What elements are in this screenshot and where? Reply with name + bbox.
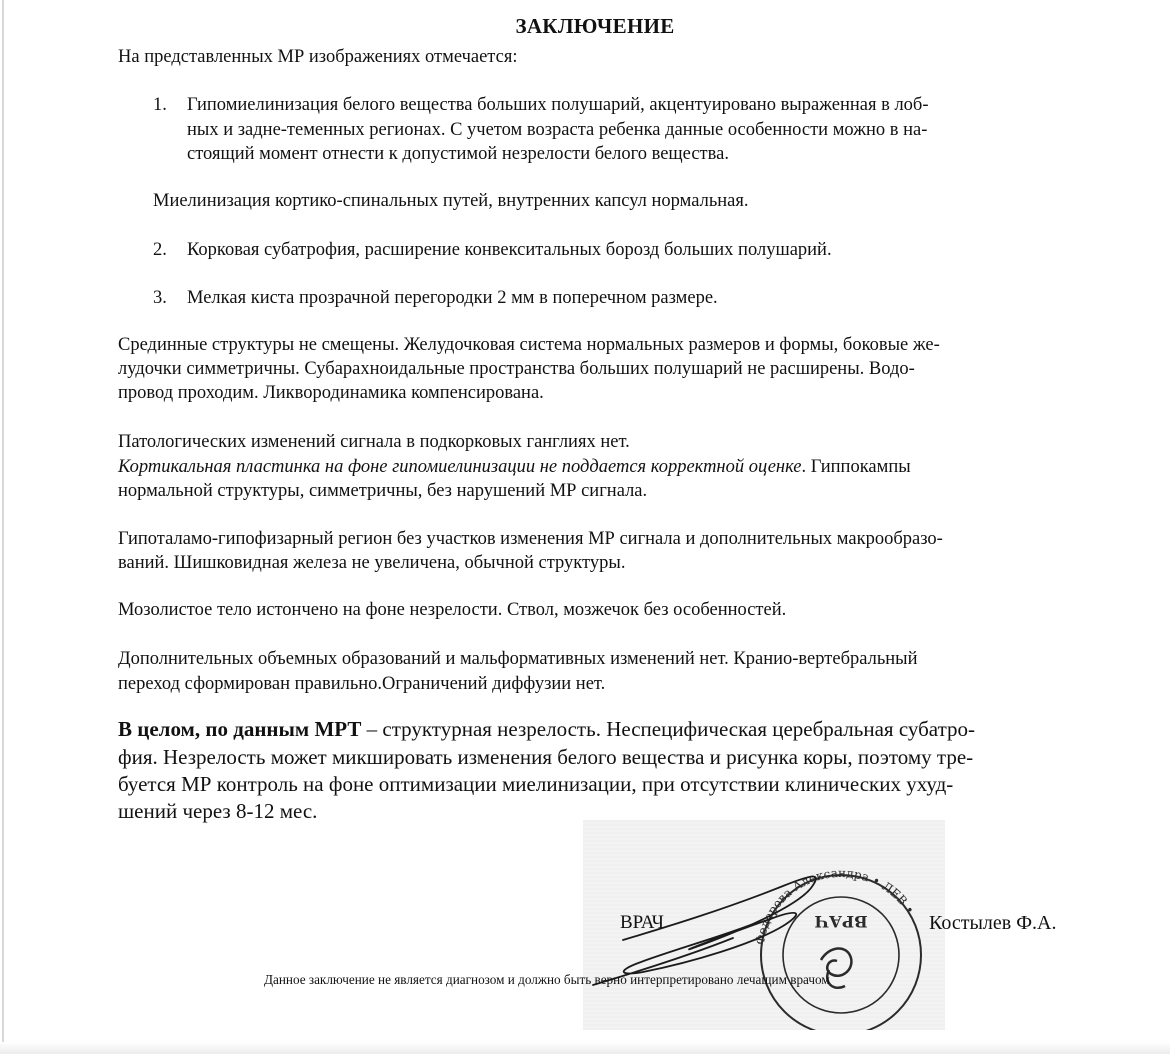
additional-line-2: переход сформирован правильно.Ограничений диффузии нет. (118, 674, 606, 694)
item-1-line-1: Гипомиелинизация белого вещества больших полушарий, акцентуировано выраженная в лоб- (187, 95, 929, 115)
signal-line-2 (118, 455, 911, 479)
conclusion-line-1-rest: – структурная незрелость. Неспецифическая церебральная субатро- (361, 717, 975, 741)
stamp-ring-text: Федорова Александра • ЛЕВ • (752, 865, 918, 946)
myelination-note: Миелинизация кортико-спинальных путей, внутренних капсул нормальная. (153, 191, 749, 211)
item-3-text: Мелкая киста прозрачной перегородки 2 мм в поперечном размере. (187, 288, 718, 308)
signal-line-3: нормальной структуры, симметричны, без нарушений МР сигнала. (118, 481, 648, 501)
conclusion-line-4: шений через 8-12 мес. (118, 799, 318, 823)
midline-line-3: провод проходим. Ликвородинамика компенсирована. (118, 383, 544, 403)
item-2-number: 2. (153, 240, 167, 260)
additional-line-1: Дополнительных объемных образований и мальформативных изменений нет. Кранио-вертебральный (118, 649, 918, 669)
item-1-line-2: ных и задне-теменных регионах. С учетом возраста ребенка данные особенности можно в на- (187, 120, 928, 140)
conclusion-line-2: фия. Незрелость может микшировать изменения белого вещества и рисунка коры, поэтому тре- (118, 745, 974, 769)
hypothalamus-line-2: ваний. Шишковидная железа не увеличена, обычной структуры. (118, 553, 626, 573)
conclusion-line-1 (118, 716, 975, 742)
disclaimer-text: Данное заключение не является диагнозом и должно быть верно интерпретировано лечащим врачом (264, 972, 830, 987)
stamp-vrach-text: ВРАЧ (814, 912, 868, 931)
doctor-name: Костылев Ф.А. (929, 912, 1057, 934)
item-3-number: 3. (153, 288, 167, 308)
intro-text: На представленных МР изображениях отмечается: (118, 47, 518, 67)
conclusion-bold: В целом, по данным МРТ (118, 717, 362, 741)
page-bottom-edge (0, 1042, 1170, 1054)
hypothalamus-line-1: Гипоталамо-гипофизарный регион без участков изменения МР сигнала и дополнительных макрообразо- (118, 529, 943, 549)
cortical-italic-text: Кортикальная пластинка на фоне гипомиелинизации не поддается корректной оценке (118, 457, 802, 477)
item-1-line-3: стоящий момент отнести к допустимой незрелости белого вещества. (187, 144, 729, 164)
conclusion-line-3: буется МР контроль на фоне оптимизации миелинизации, при отсутствии клинических ухуд- (118, 772, 954, 796)
item-1-number: 1. (153, 95, 167, 115)
page-edge (2, 0, 4, 1054)
item-2-text: Корковая субатрофия, расширение конвекситальных борозд больших полушарий. (187, 240, 832, 260)
hippocampus-text: . Гиппокампы (801, 457, 911, 477)
page-title: ЗАКЛЮЧЕНИЕ (515, 14, 675, 38)
midline-line-2: лудочки симметричны. Субарахноидальные пространства больших полушарий не расширены. Водо- (118, 359, 915, 379)
midline-line-1: Срединные структуры не смещены. Желудочковая система нормальных размеров и формы, боковые же- (118, 335, 940, 355)
signature-role: ВРАЧ (620, 912, 664, 933)
callosum-text: Мозолистое тело истончено на фоне незрелости. Ствол, мозжечок без особенностей. (118, 600, 787, 620)
signal-line-1: Патологических изменений сигнала в подкорковых ганглиях нет. (118, 432, 630, 452)
